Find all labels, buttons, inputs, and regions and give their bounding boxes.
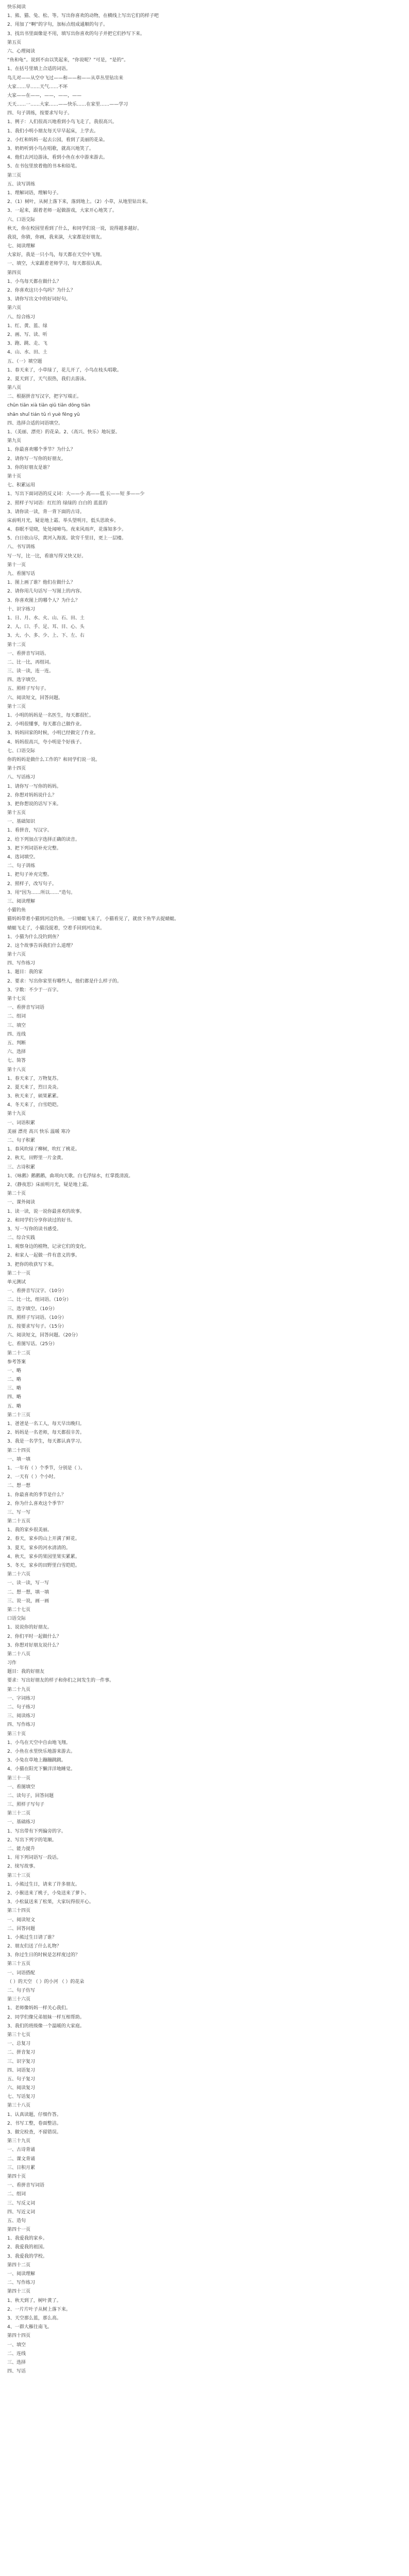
text-line: 五、（一）填空题 (7, 359, 42, 364)
text-line: 三、写一写 (7, 1510, 31, 1515)
text-line: 七、阅读理解 (7, 244, 36, 249)
text-line: 四、词语复习 (7, 2067, 36, 2073)
text-line: 第十一页 (7, 562, 26, 568)
text-line: 2、续写故事。 (7, 1864, 38, 1870)
text-line: 2、写出下列字的笔顺。 (7, 1837, 57, 1843)
text-line: 2、小猴送来了桃子，小兔送来了萝卜。 (7, 1890, 89, 1896)
text-line: 七、口语交际 (7, 748, 36, 754)
text-line: 写一写，比一比，看谁写得又快又好。 (7, 553, 87, 559)
text-line: 1、老师像妈妈一样关心我们。 (7, 2006, 71, 2011)
text-line: 2、你们平时一起做什么？ (7, 1634, 61, 1639)
text-line: 5、在书包里放着他的书本和铅笔。 (7, 164, 80, 170)
text-line: 第十八页 (7, 1067, 26, 1073)
text-line: 2、给下列加点字选择正确的读音。 (7, 837, 80, 842)
text-line: 第六页 (7, 306, 22, 311)
text-line: 一、看拼音写词语 (7, 1005, 45, 1011)
text-line: 一、阅读短文 (7, 1917, 36, 1923)
text-line: 一、基础练习 (7, 1820, 36, 1825)
text-line: 1、写出下面词语的反义词：大——小 高——低 长——短 多——少 (7, 492, 145, 497)
text-line: 第二十九页 (7, 1687, 31, 1692)
text-line: 二、综合实践 (7, 1235, 36, 1241)
text-line: 五、照样子写句子。 (7, 686, 50, 692)
text-line: 小猫钓鱼 (7, 908, 26, 913)
text-line: 第三十二页 (7, 1811, 31, 1817)
text-line: 第十页 (7, 473, 22, 479)
text-line: 3、用“因为……所以……”造句。 (7, 890, 76, 895)
text-line: 三、写反义词 (7, 2200, 36, 2206)
text-line: 5、冬天，家乡的田野里白雪皑皑。 (7, 1563, 80, 1568)
text-line: 2、你想对妈妈说什么？ (7, 792, 57, 798)
text-line: 4、小猫在阳光下懒洋洋地睡觉。 (7, 1767, 75, 1772)
text-line: 1、我爱我的家乡。 (7, 2236, 47, 2242)
text-line: 3、把你的收获写下来。 (7, 1262, 57, 1267)
text-line: 第十六页 (7, 952, 26, 958)
text-line: 第八页 (7, 385, 22, 391)
text-line: 第三页 (7, 173, 22, 178)
text-line: 大家——在——，——，——，—— (7, 93, 82, 98)
text-line: 3、小松鼠送来了松果，大家玩得很开心。 (7, 1900, 94, 1905)
text-line: 第四十页 (7, 2174, 26, 2179)
text-line: 三、选字填空。（10分） (7, 1306, 57, 1312)
text-line: 3、你喜欢图上的哪个人？为什么？ (7, 598, 80, 603)
text-line: 1、春风吹绿了柳树，吹红了桃花。 (7, 1147, 80, 1153)
text-line: 一、总复习 (7, 2041, 31, 2047)
text-line: 大家好，我是一只小鸟，每天都在天空中飞翔。 (7, 252, 105, 258)
text-line: 3、请你读一读，背一背下面的古诗。 (7, 509, 85, 515)
text-line: 1、题目：我的家 (7, 970, 43, 975)
text-line: 第二十六页 (7, 1572, 31, 1578)
text-line: 第十五页 (7, 810, 26, 816)
text-line: 八、综合练习 (7, 314, 36, 320)
text-line: 一、词语搭配 (7, 1970, 36, 1976)
text-line: 三、识字复习 (7, 2059, 36, 2064)
text-line: 2、请你写一写你的好朋友。 (7, 456, 66, 462)
text-line: 2、春天，家乡的山上开满了鲜花。 (7, 1536, 80, 1542)
text-line: 2、用加了“啊”的字句，加标点组成通顺的句子。 (7, 22, 108, 28)
text-line: 4、冬天来了，白雪皑皑。 (7, 1103, 61, 1108)
text-line: 4、秋天，家乡的果园里果实累累。 (7, 1554, 80, 1560)
text-line: 1、春天来了，小草绿了，花儿开了，小鸟在枝头唱歌。 (7, 367, 122, 373)
text-line: 五、读写训练 (7, 181, 36, 187)
text-line: 五、造句 (7, 2218, 26, 2224)
text-line: 四、连线 (7, 1031, 26, 1037)
text-line: 1、小明的妈妈是一名医生，每天都很忙。 (7, 713, 94, 718)
text-line: 3、大、小、多、少、上、下、左、右 (7, 633, 85, 639)
text-line: 第二十页 (7, 1191, 26, 1197)
text-line: 1、《咏鹅》鹅鹅鹅，曲项向天歌。白毛浮绿水，红掌拨清波。 (7, 1173, 134, 1179)
text-line: 猫妈妈带着小猫到河边钓鱼。一只蜻蜓飞来了，小猫看见了，就放下鱼竿去捉蜻蜓。 (7, 917, 179, 922)
text-line: 第二十三页 (7, 1412, 31, 1418)
text-line: 1、认真读题，仔细作答。 (7, 2112, 61, 2117)
text-line: 第二十七页 (7, 1607, 31, 1613)
text-line: 1、例子：人们很高兴地看到小鸟飞走了，我很高兴。 (7, 120, 117, 125)
text-line: 六、选择 (7, 1049, 26, 1055)
text-line: 四、句子训练，按要求写句子。 (7, 111, 73, 116)
text-line: 3、夏天，家乡的河水清清的。 (7, 1545, 71, 1551)
text-line: 四、写作练习 (7, 1722, 36, 1728)
text-line: 七、看图写话。（25分） (7, 1342, 57, 1347)
text-line: chūn tiān xià tiān qiū tiān dōng tiān (7, 403, 90, 409)
text-line: 五、判断 (7, 1040, 26, 1046)
text-line: 第二十二页 (7, 1350, 31, 1356)
text-line: 4、他们去河边游泳，看到小鱼在水中游来游去。 (7, 155, 108, 161)
text-line: 一、基础知识 (7, 819, 36, 825)
text-line: 第二十四页 (7, 1448, 31, 1453)
text-line: 1、你最喜欢的季节是什么？ (7, 1492, 66, 1498)
text-line: 第四十四页 (7, 2333, 31, 2339)
text-line: 3、你想对好朋友说什么？ (7, 1642, 61, 1648)
text-line: 3、字数：不少于一百字。 (7, 987, 61, 993)
text-line: 4、一群大雁往南飞。 (7, 2325, 52, 2330)
text-line: 第四十三页 (7, 2289, 31, 2295)
text-line: 三、说一说，画一画 (7, 1598, 50, 1604)
text-line: 四、选择合适的词语填空。 (7, 420, 63, 426)
text-line: 1、看拼音，写汉字。 (7, 828, 52, 834)
text-line: 三、读一读，连一连。 (7, 669, 54, 674)
text-line: 2、要求：写出你家里有哪些人，他们都是什么样子的。 (7, 978, 122, 984)
text-line: 一、看拼音写词语 (7, 2183, 45, 2189)
text-line: 二、课文背诵 (7, 2156, 36, 2162)
text-line: 一、看图填空 (7, 1784, 36, 1790)
text-line: 4、选词填空。 (7, 855, 38, 860)
text-line: 二、连线 (7, 2351, 26, 2357)
text-line: 3、秋天来了，硕果累累。 (7, 1094, 61, 1099)
text-line: 2、请你用几句话写一写图上的内容。 (7, 589, 85, 595)
text-line: 3、找出书里面像是不用，填写出你喜欢的句子并把它们抄写下来。 (7, 31, 145, 37)
text-line: 四、选字填空。 (7, 677, 40, 683)
text-line: 你的妈妈是做什么工作的？和同学们说一说。 (7, 757, 101, 762)
text-line: 1、小熊过生日，请来了许多朋友。 (7, 1882, 80, 1887)
text-line: 习作 (7, 1660, 17, 1666)
text-line: 一、阅读理解 (7, 2272, 36, 2277)
text-line: 第四十二页 (7, 2262, 31, 2268)
text-line: 二、句子训练 (7, 863, 36, 869)
text-line: 八、写话练习 (7, 775, 36, 781)
text-line: 2、朋友们送了什么礼物？ (7, 1944, 61, 1950)
text-line: 二、读句子，回答问题 (7, 1793, 54, 1799)
text-line: 二、略 (7, 1377, 22, 1383)
text-line: 2、照样子，改写句子。 (7, 881, 57, 887)
text-line: 一、填一填 (7, 1456, 31, 1462)
text-line: 1、理解词语，理解句子。 (7, 190, 61, 196)
text-line: 2、小明很懂事，每天都自己做作业。 (7, 722, 85, 727)
text-line: 3、天空那么蓝，那么高。 (7, 2315, 61, 2321)
text-line: 鸟儿对——从空中飞过——和——和——从草丛里钻出来 (7, 75, 124, 81)
text-line: 要求：写出好朋友的样子和你们之间发生的一件事。 (7, 1678, 114, 1684)
text-line: 2、（1）树叶，从树上落下来，落到地上。（2）小草，从地里钻出来。 (7, 199, 151, 205)
text-line: 第十九页 (7, 1111, 26, 1117)
text-line: 二、根据拼音写汉字，把字写端正。 (7, 394, 82, 400)
text-line: 六、口语交际 (7, 217, 36, 223)
text-line: 2、一片片叶子从树上落下来。 (7, 2307, 71, 2312)
text-line: 四、写近义词 (7, 2209, 36, 2215)
text-line: 四、照样子写词语。（10分） (7, 1315, 67, 1320)
text-line: 3、你过生日的时候是怎样度过的？ (7, 1953, 80, 1958)
text-line: 4、春眠不觉晓，处处闻啼鸟。夜来风雨声，花落知多少。 (7, 527, 126, 533)
text-line: 2、妈妈是一名老师，每天都很辛苦。 (7, 1430, 85, 1436)
text-line: 1、观察身边的植物，记录它们的变化。 (7, 1244, 89, 1250)
text-line: 七、简答 (7, 1058, 26, 1064)
text-line: 五、按要求写句子。（15分） (7, 1324, 67, 1329)
text-line: 2、书写工整，卷面整洁。 (7, 2121, 61, 2126)
text-line: 五、略 (7, 1403, 22, 1409)
text-line: 五、句子复习 (7, 2076, 36, 2082)
text-line: 3、跑、跳、走、飞 (7, 341, 47, 347)
text-line: 1、红、黄、蓝、绿 (7, 323, 47, 329)
text-line: 1、爸爸是一名工人，每天早出晚归。 (7, 1421, 85, 1427)
text-line: 一、课外阅读 (7, 1200, 36, 1206)
text-line: 第九页 (7, 438, 22, 444)
text-line: 第十七页 (7, 996, 26, 1002)
text-line: 三、古诗积累 (7, 1164, 36, 1170)
text-line: 1、把句子补充完整。 (7, 872, 52, 878)
text-line: 第三十页 (7, 1731, 26, 1737)
text-line: 九、看图写话 (7, 571, 36, 577)
text-line: 1、用下列词语写一段话。 (7, 1855, 61, 1861)
text-line: 1、日、月、水、火、山、石、田、土 (7, 615, 85, 621)
text-line: 第三十七页 (7, 2032, 31, 2038)
text-line: 三、阅读理解 (7, 899, 36, 904)
text-line: 四、写作练习 (7, 961, 36, 967)
text-line: 一、读一读，写一写 (7, 1581, 50, 1586)
text-line: 一、看拼音写汉字。（10分） (7, 1289, 67, 1294)
text-line: 2、你为什么喜欢这个季节？ (7, 1501, 66, 1506)
text-line: 一、看拼音写词语。 (7, 651, 50, 656)
text-line: 第十四页 (7, 766, 26, 772)
text-line: 口语交际 (7, 1616, 26, 1622)
text-line: 六、阅读复习 (7, 2086, 36, 2091)
text-line: 二、拼音复习 (7, 2050, 36, 2056)
text-line: 第四页 (7, 270, 22, 276)
text-line: 参考答案 (7, 1359, 26, 1365)
text-line: 一、填空，大家跟着老师学习，每天都很认真。 (7, 261, 105, 267)
text-line: 二、回答问题 (7, 1926, 36, 1931)
text-line: 二、想一想，填一填 (7, 1589, 50, 1595)
text-line: 2、夏天来了，烈日炎炎。 (7, 1084, 61, 1090)
text-line: 三、阅读练习 (7, 1714, 36, 1719)
text-line: 第三十四页 (7, 1908, 31, 1914)
text-line: 蜻蜓飞走了，小猫没捉着，空着手回到河边来。 (7, 925, 105, 931)
text-line: 3、我是一名学生，每天都认真学习。 (7, 1439, 85, 1445)
text-line: 天天……一……大家……——快乐……在家里……——学习 (7, 102, 128, 108)
text-line: 三、日积月累 (7, 2165, 36, 2171)
text-line: 二、句子练习 (7, 1705, 36, 1710)
text-line: （ ）的天空 （ ）的小河 （ ）的花朵 (7, 1979, 85, 1985)
text-line: 3、我爱我的学校。 (7, 2253, 47, 2259)
text-line: 1、小熊过生日请了谁？ (7, 1935, 57, 1940)
text-line: 第二十八页 (7, 1651, 31, 1657)
text-line: 第三十九页 (7, 2139, 31, 2144)
text-line: 二、句子仿写 (7, 1988, 36, 1993)
text-line: 二、比一比，再组词。 (7, 659, 54, 665)
text-line: 1、图上画了谁？他们在做什么？ (7, 580, 75, 586)
text-line: shān shuǐ tián tǔ rì yuè fēng yǔ (7, 412, 80, 417)
text-line: 二、句子积累 (7, 1138, 36, 1143)
text-line: 3、我们的班级像一个温暖的大家庭。 (7, 2023, 85, 2029)
text-line: 2、《静夜思》床前明月光，疑是地上霜。 (7, 1182, 92, 1188)
text-line: 1、读一读，说一说你最喜欢的故事。 (7, 1209, 85, 1214)
text-line: 1、秋天到了，树叶黄了。 (7, 2298, 61, 2303)
text-line: “鱼和龟”。说到不由以笑起来，“你说呢？”可是，“是的”。 (7, 58, 128, 63)
text-line: 4、妈妈很高兴，夸小明是个好孩子。 (7, 739, 85, 745)
text-line: 一、词语积累 (7, 1120, 36, 1126)
text-line: 第十三页 (7, 704, 26, 709)
text-line: 二、组词 (7, 2192, 26, 2197)
text-line: 1、熊、猫、兔、松、等。写出你喜欢的动物，在横线上写出它们的样子吧 (7, 13, 159, 19)
text-line: 六、心理阅读 (7, 48, 36, 54)
text-line: 一、古诗背诵 (7, 2147, 36, 2153)
text-line: 3、一起来，跟着老师一起做游戏，大家开心地笑了。 (7, 208, 117, 214)
text-line: 第四十一页 (7, 2227, 31, 2233)
text-line: 3、把你想说的话写下来。 (7, 801, 61, 807)
text-line: 1、春天来了，万物复苏。 (7, 1076, 61, 1081)
text-line: 2、和同学们分享你读过的好书。 (7, 1217, 75, 1223)
text-line: 1、小鸟每天都在做什么？ (7, 279, 61, 284)
text-line: 2、秋天，田野里一片金黄。 (7, 1156, 66, 1161)
text-line: 2、我爱我的祖国。 (7, 2245, 47, 2250)
text-line: 一、填空 (7, 2342, 26, 2348)
text-line: 3、做完检查，不留错误。 (7, 2130, 61, 2135)
text-line: 2、这个故事告诉我们什么道理？ (7, 943, 75, 948)
text-line: 第二十五页 (7, 1519, 31, 1524)
text-line: 1、说说你的好朋友。 (7, 1625, 52, 1631)
text-line: 三、选择 (7, 2360, 26, 2365)
text-line: 3、妈妈回家的时候，小明已经做完了作业。 (7, 731, 99, 736)
text-line: 2、夏天到了，天气很热，我们去游泳。 (7, 376, 89, 382)
text-line: 六、阅读短文，回答问题。 (7, 695, 63, 701)
text-line: 一、字词练习 (7, 1696, 36, 1701)
text-line: 题目：我的好朋友 (7, 1669, 45, 1675)
text-line: 七、写话复习 (7, 2094, 36, 2100)
text-line: 2、你喜欢这只小鸟吗？为什么？ (7, 288, 75, 293)
text-line: 二、想一想 (7, 1483, 31, 1489)
text-line: 六、阅读短文，回答问题。（20分） (7, 1333, 80, 1338)
text-line: 一、略 (7, 1368, 22, 1374)
text-line: 二、组词 (7, 1014, 26, 1020)
text-line: 2、小红和妈妈一起去公园，看到了美丽的花朵。 (7, 137, 108, 143)
text-line: 第三十五页 (7, 1961, 31, 1967)
text-line: 第三十一页 (7, 1775, 31, 1781)
text-line: 秋天，你在校园里看到了什么，和同学们说一说，说得越多越好。 (7, 226, 142, 231)
text-line: 1、（美丽、漂亮）的花朵。2、（高兴、快乐）地玩耍。 (7, 430, 120, 435)
text-line: 二、写作练习 (7, 2280, 36, 2286)
text-line: 二、比一比，组词语。（10分） (7, 1297, 71, 1303)
text-line: 1、我们小明小朋友每天早早起床，上学去。 (7, 128, 99, 134)
text-line: 四、略 (7, 1395, 22, 1400)
text-line: 2、和家人一起做一件有意义的事。 (7, 1253, 80, 1259)
text-line: 八、书写训练 (7, 545, 36, 550)
text-line: 2、一天有（ ）个小时。 (7, 1475, 58, 1480)
text-line: 大家……早……天气……不坏 (7, 84, 68, 90)
text-line: 4、山、水、田、土 (7, 350, 47, 355)
text-line: 床前明月光，疑是地上霜。举头望明月，低头思故乡。 (7, 518, 119, 523)
text-line: 1、一年有（ ）个季节，分别是（ ）。 (7, 1465, 85, 1471)
text-line: 5、白日依山尽，黄河入海流。欲穷千里目，更上一层楼。 (7, 536, 126, 541)
text-line: 美丽 漂亮 高兴 快乐 温暖 寒冷 (7, 1129, 71, 1134)
text-line: 快乐阅读 (7, 5, 26, 10)
text-line: 3、写一写你的读书感受。 (7, 1226, 61, 1232)
text-line: 3、小兔在草地上蹦蹦跳跳。 (7, 1758, 66, 1764)
text-line: 1、你最喜欢哪个季节？为什么？ (7, 447, 75, 453)
text-line: 2、画、写、读、听 (7, 332, 47, 337)
text-line: 2、人、口、手、足、耳、目、心、头 (7, 624, 85, 630)
text-line: 第五页 (7, 40, 22, 45)
text-line: 3、奶奶听到小鸟在唱歌，就高兴地笑了。 (7, 146, 94, 151)
text-line: 2、小鱼在水里快乐地游来游去。 (7, 1749, 75, 1754)
text-line: 第三十六页 (7, 1997, 31, 2003)
text-line: 我说，你猜，你画，我来演，大家都是好朋友。 (7, 234, 105, 240)
text-line: 1、我的家乡很美丽。 (7, 1528, 52, 1533)
text-line: 三、填空 (7, 1023, 26, 1028)
text-line: 七、积累运用 (7, 483, 36, 488)
text-line: 1、在括号里填上合适的词语。 (7, 66, 71, 72)
text-line: 1、请你写一写你的妈妈。 (7, 784, 61, 789)
text-line: 二、能力提升 (7, 1846, 36, 1852)
text-line: 十、识字练习 (7, 606, 36, 612)
text-line: 四、写话 (7, 2369, 26, 2375)
text-line: 3、把下列词语补充完整。 (7, 845, 61, 851)
text-line: 3、请你写出文中的好词好句。 (7, 297, 71, 302)
text-line: 第三十三页 (7, 1873, 31, 1878)
text-line: 1、小猫为什么没钓到鱼？ (7, 934, 61, 940)
text-line: 2、同学们像兄弟姐妹一样互相帮助。 (7, 2014, 85, 2020)
text-line: 第十二页 (7, 642, 26, 648)
text-line: 单元测试 (7, 1280, 26, 1285)
text-line: 三、略 (7, 1386, 22, 1392)
text-line: 第三十八页 (7, 2103, 31, 2109)
text-line: 1、小鸟在天空中自由地飞翔。 (7, 1740, 71, 1745)
text-line: 3、你的好朋友是谁？ (7, 465, 52, 470)
text-line: 第二十一页 (7, 1270, 31, 1276)
text-line: 三、照样子写句子 (7, 1802, 45, 1808)
text-line: 1、写出带有下列偏旁的字。 (7, 1828, 66, 1834)
text-line: 2、照样子写词语：红红的 绿绿的 白白的 蓝蓝的 (7, 500, 108, 506)
